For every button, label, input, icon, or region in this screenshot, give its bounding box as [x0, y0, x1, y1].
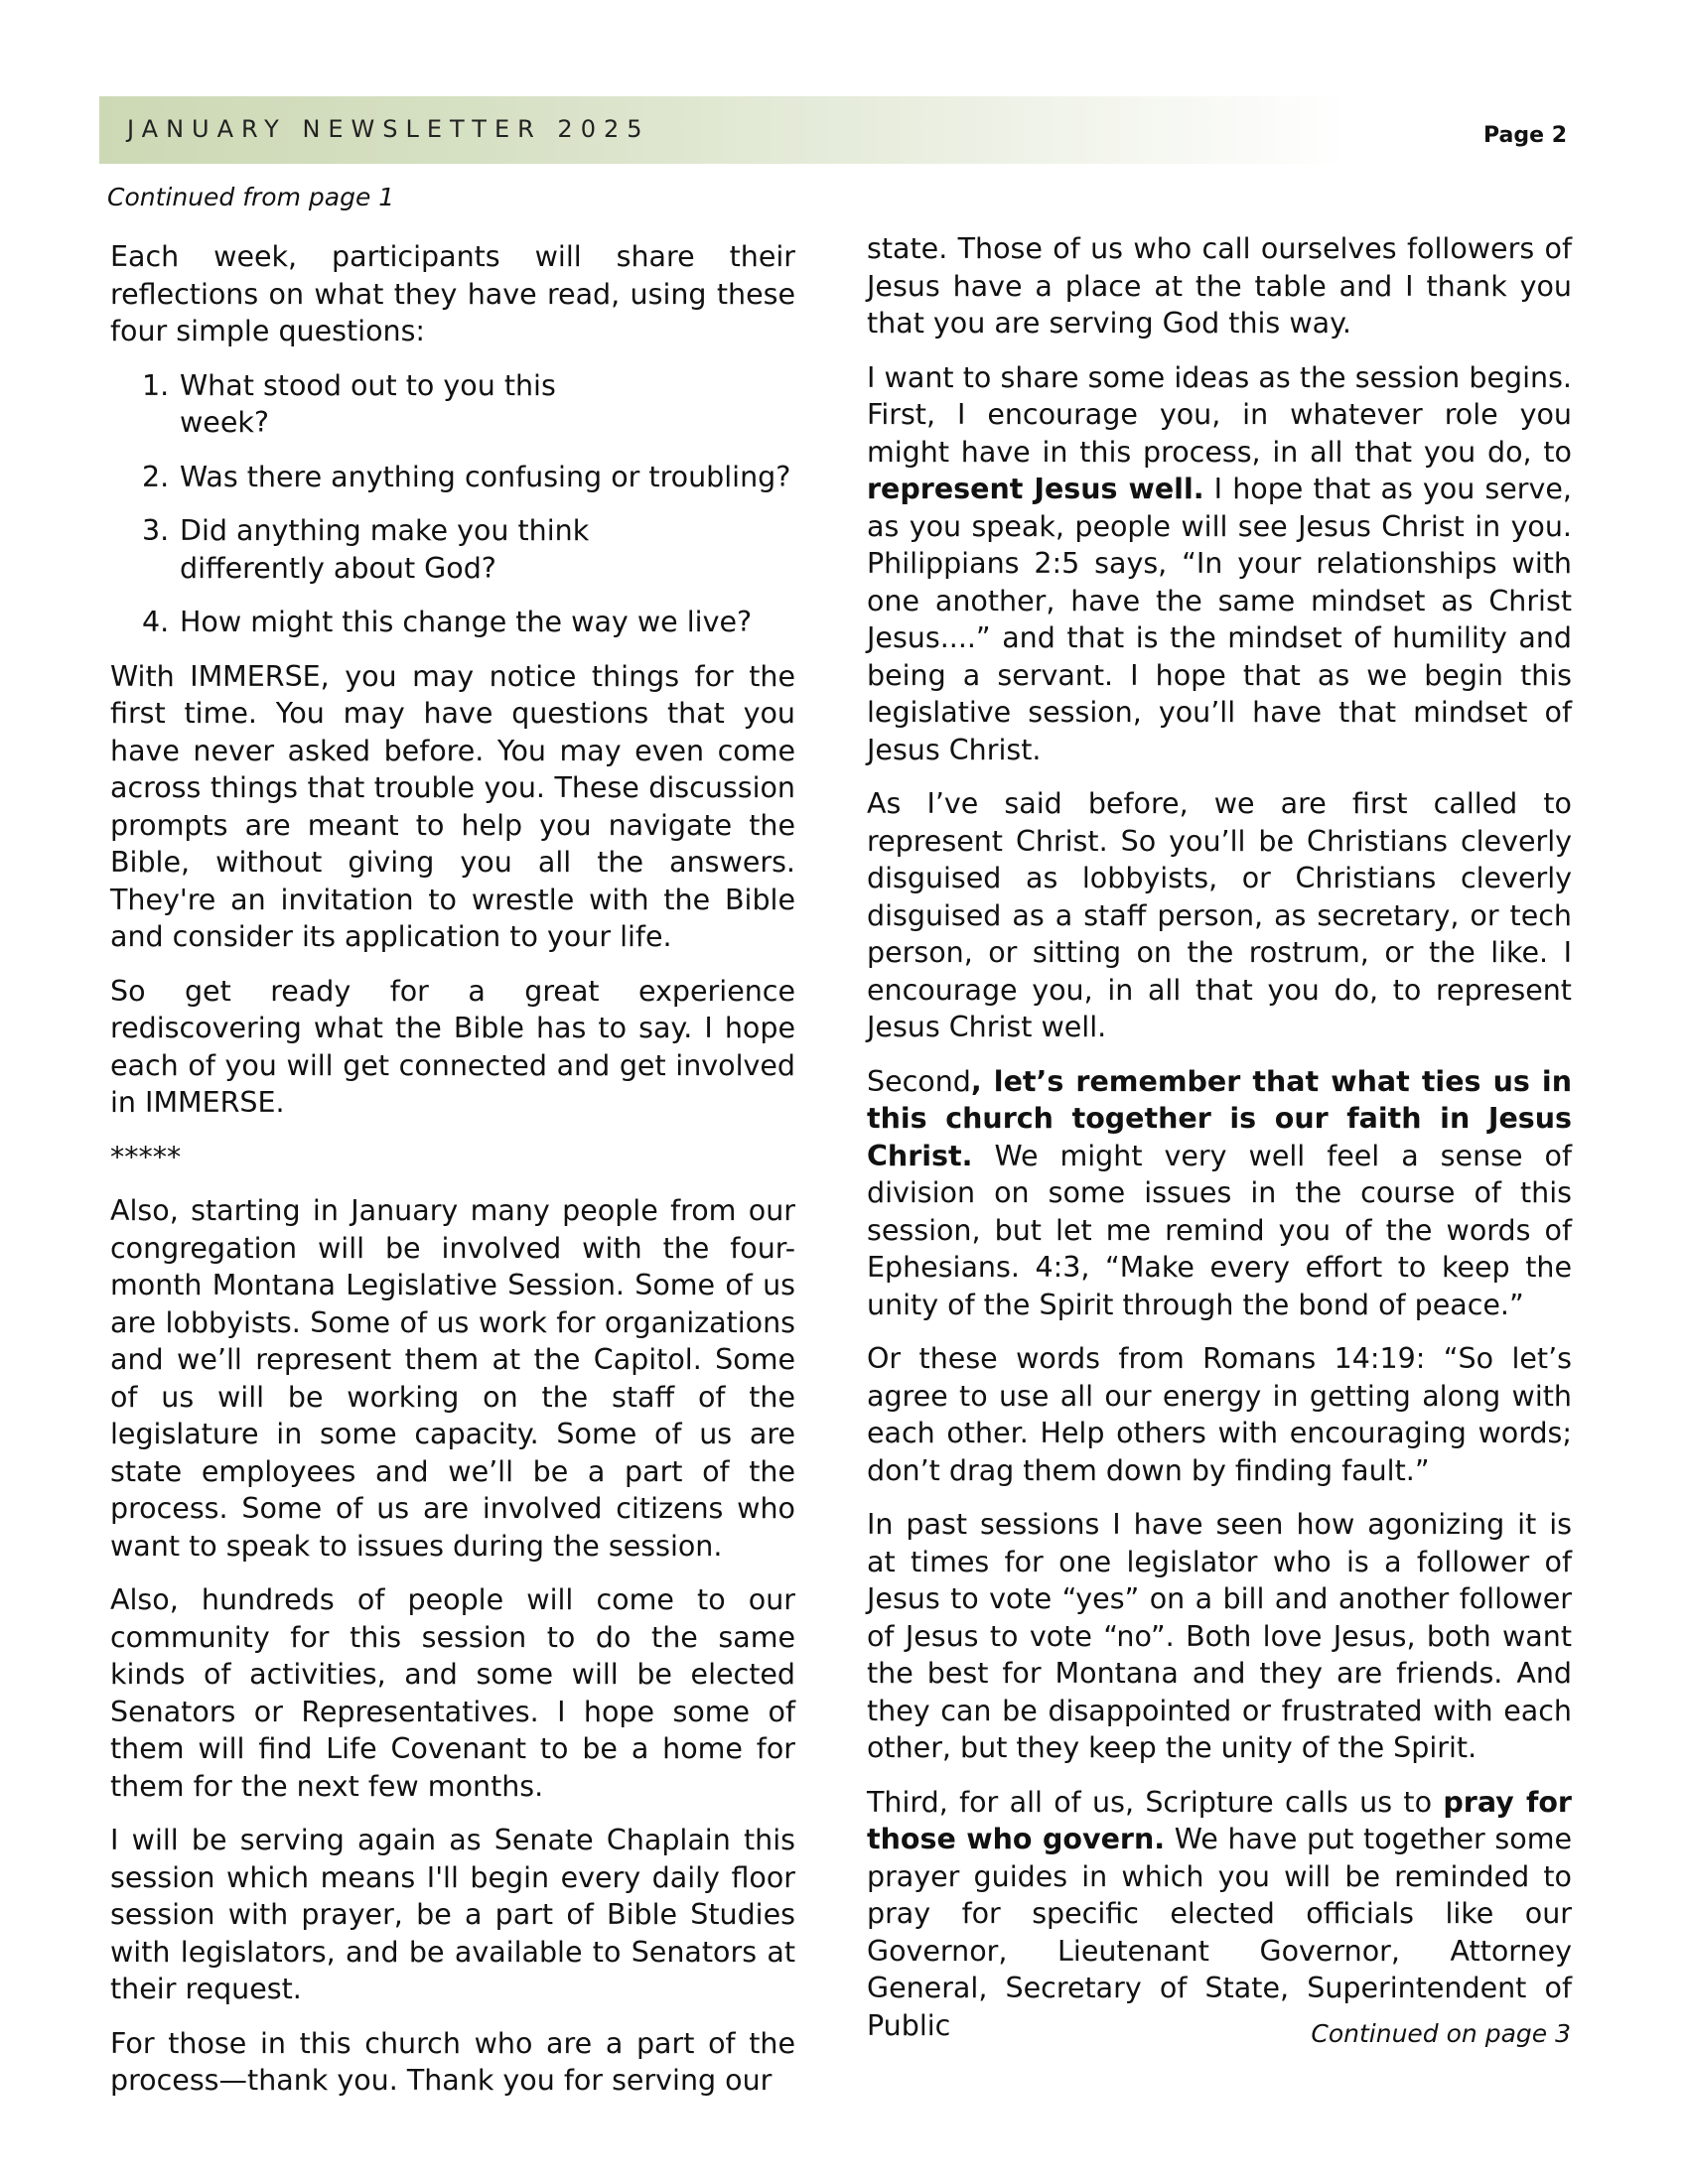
body-paragraph: [110, 1822, 795, 2008]
text-segment: In past sessions I have seen how agonizing it is at times for one legislator who is a follower of Jesus to vote “yes” on a bill and another follower of Jesus to vote “no”. Both love Jesus, both want the best for Montana and they are friends. And they can be disappointed or frustrated with each other, but they keep the unity of the Spirit.: [867, 1508, 1572, 1764]
body-paragraph: [867, 1506, 1572, 1767]
question-number: 3.: [142, 514, 170, 547]
body-paragraph: [867, 1340, 1572, 1489]
body-paragraph: [867, 785, 1572, 1046]
question-number: 1.: [142, 368, 170, 402]
question-item: [142, 604, 795, 641]
continued-on-note: Continued on page 3: [1311, 2019, 1571, 2048]
body-paragraph: [110, 1581, 795, 1805]
right-column: [867, 230, 1572, 2061]
question-item: [142, 459, 795, 496]
text-segment: I hope that as you serve, as you speak, people will see Jesus Christ in you. Philippians 2:5 says, “In your relationships with one another, have the same mindset as Christ Jesus....” and that is the mindset of humility and being a servant. I hope that as we begin this legislative session, you’ll have that mindset of Jesus Christ.: [867, 473, 1572, 766]
left-paragraphs: [110, 658, 795, 2100]
text-segment: We might very well feel a sense of division on some issues in the course of this session, but let me remind you of the words of Ephesians. 4:3, “Make every effort to keep the unity of the Spirit through the bond of peace.”: [867, 1139, 1572, 1321]
text-segment: For those in this church who are a part of the process—thank you. Thank you for serving our: [110, 2026, 795, 2097]
text-segment: Also, starting in January many people from our congregation will be involved with the four-month Montana Legislative Session. Some of us are lobbyists. Some of us work for organizations and we’ll represent them at the Capitol. Some of us will be working on the staff of the legislature in some capacity. Some of us are state employees and we’ll be a part of the process. Some of us are involved citizens who want to speak to issues during the session.: [110, 1194, 795, 1563]
bold-text: represent Jesus well.: [867, 473, 1204, 505]
text-segment: Each week, participants will share their reflections on what they have read, using these four simple questions:: [110, 240, 795, 347]
body-paragraph: [110, 2025, 795, 2100]
text-segment: As I’ve said before, we are first called to represent Christ. So you’ll be Christians cleverly disguised as lobbyists, or Christians cleverly disguised as a staff person, as secretary, or tech person, or sitting on the rostrum, or the like. I encourage you, in all that you do, to represent Jesus Christ well.: [867, 787, 1572, 1043]
body-paragraph: [867, 230, 1572, 342]
continued-from-note: Continued from page 1: [107, 183, 395, 211]
page-number: Page 2: [1483, 123, 1568, 148]
intro-paragraph: [110, 238, 795, 350]
right-paragraphs: [867, 230, 1572, 2044]
question-text: Did anything make you think differently about God?: [180, 514, 590, 585]
bold-text: , let’s remember that what ties us in this church together is our faith in Jesus Christ.: [867, 1064, 1572, 1172]
body-paragraph: [110, 1139, 795, 1176]
text-segment: Second: [867, 1064, 971, 1098]
body-paragraph: [867, 1784, 1572, 2045]
question-text: How might this change the way we live?: [180, 606, 753, 638]
text-segment: So get ready for a great experience rediscovering what the Bible has to say. I hope each of you will get connected and get involved in IMMERSE.: [110, 974, 795, 1119]
question-number: 2.: [142, 460, 170, 493]
question-item: [142, 367, 795, 442]
text-segment: *****: [110, 1140, 182, 1173]
bold-text: pray for those who govern.: [867, 1785, 1572, 1855]
text-segment: I will be serving again as Senate Chaplain this session which means I'll begin every daily floor session with prayer, be a part of Bible Studies with legislators, and be available to Senators at their request.: [110, 1824, 795, 2005]
text-segment: Third, for all of us, Scripture calls us to: [867, 1785, 1444, 1819]
left-column: [110, 238, 795, 2116]
body-paragraph: [110, 1192, 795, 1565]
text-segment: Or these words from Romans 14:19: “So let’s agree to use all our energy in getting along with each other. Help others with encouraging words; don’t drag them down by finding fault.”: [867, 1342, 1572, 1487]
body-paragraph: [110, 973, 795, 1122]
question-text: What stood out to you this week?: [180, 368, 556, 439]
newsletter-title: JANUARY NEWSLETTER 2025: [127, 115, 650, 143]
text-segment: Also, hundreds of people will come to our community for this session to do the same kinds of activities, and some will be elected Senators or Representatives. I hope some of them will find Life Covenant to be a home for them for the next few months.: [110, 1583, 795, 1803]
text-segment: With IMMERSE, you may notice things for the first time. You may have questions that you have never asked before. You may even come across things that trouble you. These discussion prompts are meant to help you navigate the Bible, without giving you all the answers. They're an invitation to wrestle with the Bible and consider its application to your life.: [110, 659, 795, 953]
question-text: Was there anything confusing or troubling?: [180, 460, 791, 493]
question-item: [142, 512, 795, 587]
text-segment: We have put together some prayer guides in which you will be reminded to pray for specific elected officials like our Governor, Lieutenant Governor, Attorney General, Secretary of State, Superintendent of Public: [867, 1823, 1573, 2042]
body-paragraph: [867, 359, 1572, 769]
body-paragraph: [110, 658, 795, 956]
text-segment: I want to share some ideas as the session begins. First, I encourage you, in whatever role you might have in this process, in all that you do, to: [867, 360, 1572, 469]
questions-list: [110, 367, 795, 641]
body-paragraph: [867, 1063, 1572, 1324]
question-number: 4.: [142, 606, 170, 638]
text-segment: state. Those of us who call ourselves followers of Jesus have a place at the table and I thank you that you are serving God this way.: [867, 232, 1572, 340]
